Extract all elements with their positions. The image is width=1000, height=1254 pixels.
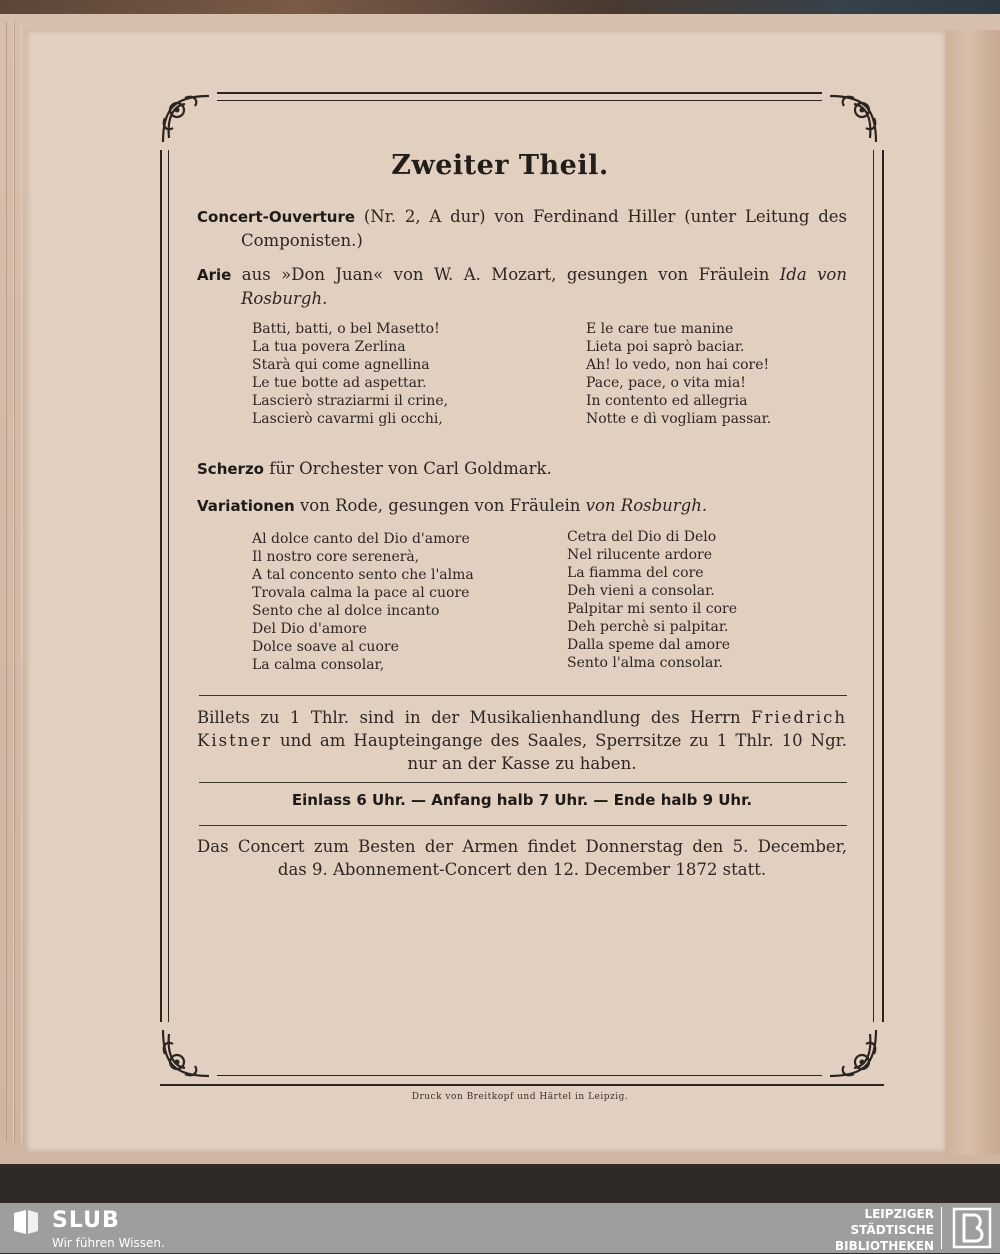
slub-logo-icon — [12, 1209, 40, 1235]
item-heading: Concert-Ouverture — [197, 208, 356, 226]
item-heading: Scherzo — [197, 460, 264, 478]
verse-line: Deh vieni a consolar. — [567, 583, 715, 599]
verse-line: Notte e dì vogliam passar. — [586, 411, 772, 427]
verse-line: Starà qui come agnellina — [252, 357, 430, 373]
item-scherzo — [197, 457, 847, 481]
verse-line: Dalla speme dal amore — [567, 637, 731, 653]
notice-line: das 9. Abonnement-Concert den 12. December 1872 statt. — [277, 860, 767, 879]
section-title: Zweiter Theil. — [391, 150, 609, 181]
item-text: für Orchester von Carl Goldmark. — [263, 459, 552, 478]
item-heading: Arie — [197, 266, 232, 284]
corner-ornament-icon — [155, 88, 217, 150]
verse-line: Sento l'alma consolar. — [567, 655, 723, 671]
printer-imprint: Druck von Breitkopf und Härtel in Leipzig. — [411, 1092, 629, 1102]
verse2-left — [252, 530, 474, 674]
divider-rule — [199, 695, 847, 696]
verse-line: Ah! lo vedo, non hai core! — [586, 357, 770, 373]
corner-ornament-icon — [822, 1022, 884, 1084]
billets-text: Billets zu 1 Thlr. sind in der Musikalienhandlung des Herrn — [197, 708, 752, 727]
verse-line: Lascierò straziarmi il crine, — [252, 393, 449, 409]
verse-line: La calma consolar, — [252, 657, 385, 673]
corner-ornament-icon — [822, 88, 884, 150]
verse-line: Pace, pace, o vita mia! — [586, 375, 746, 391]
verse2-right — [567, 528, 737, 672]
footer-separator — [941, 1207, 942, 1249]
verse-line: Le tue botte ad aspettar. — [252, 375, 427, 391]
notice-line: Das Concert zum Besten der Armen findet Donnerstag den 5. December, — [197, 837, 847, 856]
item-text: (Nr. 2, A dur) von Ferdinand Hiller (unter Leitung des Componisten.) — [241, 207, 847, 250]
slub-name: SLUB — [52, 1208, 120, 1233]
divider-rule — [199, 825, 847, 826]
verse-line: Il nostro core serenerà, — [252, 549, 420, 565]
item-heading: Variationen — [197, 497, 295, 515]
item-italic: von Rosburgh. — [585, 496, 708, 515]
library-line: STÄDTISCHE — [850, 1223, 934, 1237]
item-arie — [197, 263, 847, 310]
verse-line: Palpitar mi sento il core — [567, 601, 738, 617]
item-variationen — [197, 494, 847, 518]
page-edge — [14, 22, 22, 1142]
item-concert-ouverture — [197, 205, 847, 252]
corner-ornament-icon — [155, 1022, 217, 1084]
billets-name: Friedrich — [751, 708, 847, 727]
billets-text: nur an der Kasse zu haben. — [407, 754, 637, 773]
billets-name: Kistner — [197, 731, 272, 750]
verse-line: Dolce soave al cuore — [252, 639, 399, 655]
page-edge — [6, 22, 14, 1142]
verse-line: A tal concento sento che l'alma — [252, 567, 474, 583]
verse1-left — [252, 320, 448, 428]
verse-line: In contento ed allegria — [586, 393, 748, 409]
verse-line: Lascierò cavarmi gli occhi, — [252, 411, 443, 427]
verse-line: Nel rilucente ardore — [567, 547, 713, 563]
library-name — [814, 1206, 934, 1254]
verse-line: Trovala calma la pace al cuore — [252, 585, 470, 601]
billets-notice — [197, 706, 847, 775]
divider-rule — [199, 782, 847, 783]
verse-line: Al dolce canto del Dio d'amore — [252, 531, 470, 547]
verse-line: Sento che al dolce incanto — [252, 603, 440, 619]
einlass-times: Einlass 6 Uhr. — Anfang halb 7 Uhr. — Ende halb 9 Uhr. — [291, 791, 753, 809]
verse-line: La tua povera Zerlina — [252, 339, 406, 355]
billets-text: und am Haupteingange des Saales, Sperrsitze zu 1 Thlr. 10 Ngr. — [271, 731, 847, 750]
footer-bar — [0, 1203, 1000, 1253]
library-line: BIBLIOTHEKEN — [834, 1239, 934, 1253]
item-text: aus »Don Juan« von W. A. Mozart, gesungen von Fräulein — [231, 265, 780, 284]
verse-line: E le care tue manine — [586, 321, 734, 337]
verse-line: Lieta poi saprò baciar. — [586, 339, 745, 355]
verse-line: Deh perchè si palpitar. — [567, 619, 729, 635]
verse-line: Del Dio d'amore — [252, 621, 367, 637]
library-line: LEIPZIGER — [864, 1207, 934, 1221]
item-text: von Rode, gesungen von Fräulein — [294, 496, 586, 515]
verse1-right — [586, 320, 771, 428]
concert-notice — [197, 835, 847, 881]
item-italic: Ida von Rosburgh. — [241, 265, 847, 308]
verse-line: Batti, batti, o bel Masetto! — [252, 321, 440, 337]
verse-line: Cetra del Dio di Delo — [567, 529, 717, 545]
slub-tagline: Wir führen Wissen. — [52, 1236, 165, 1250]
right-page-stack — [946, 30, 1000, 1155]
library-logo-icon — [952, 1207, 992, 1249]
verse-line: La fiamma del core — [567, 565, 704, 581]
